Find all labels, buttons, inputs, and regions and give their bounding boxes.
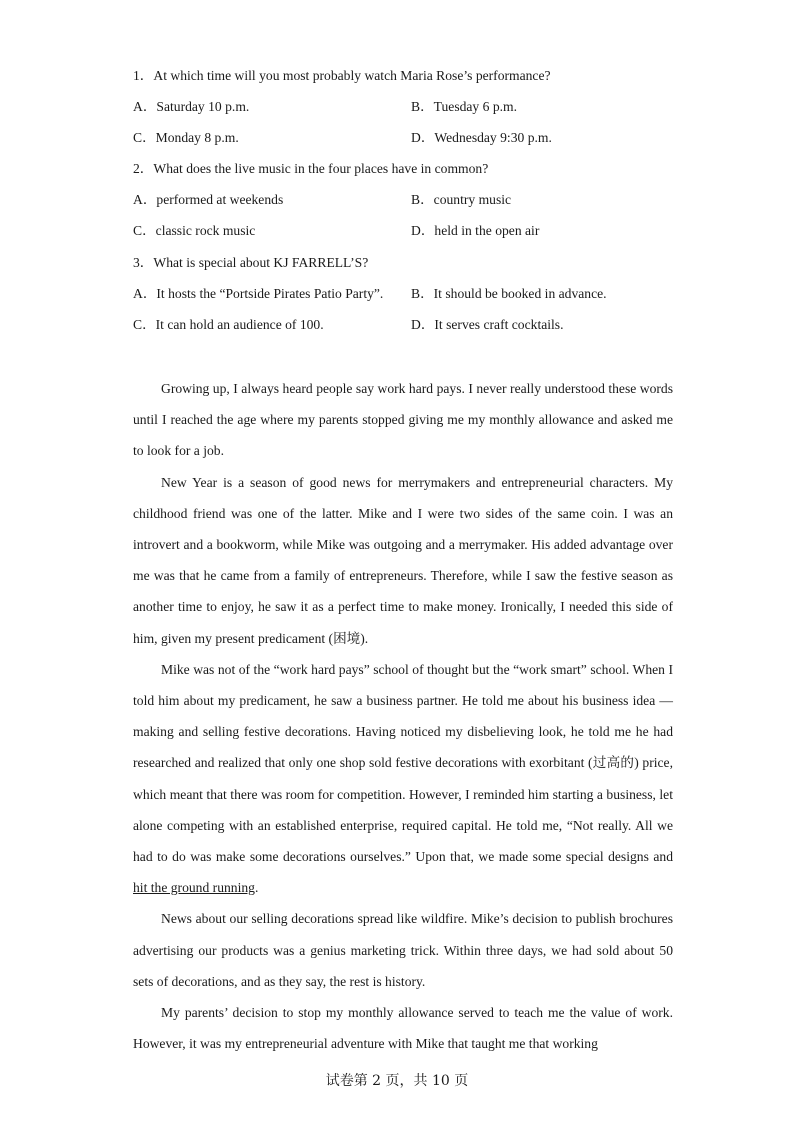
- question-1-option-b[interactable]: B．Tuesday 6 p.m.: [411, 99, 517, 114]
- question-1-stem: 1．At which time will you most probably watch Maria Rose’s performance?: [133, 68, 551, 83]
- question-2-option-c[interactable]: C．classic rock music: [133, 223, 256, 238]
- passage-paragraph-1: Growing up, I always heard people say work hard pays. I never really understood these words until I reached the age where my parents stopped giving me my monthly allowance and asked me to look for a job.: [133, 381, 673, 459]
- question-3-option-b[interactable]: B．It should be booked in advance.: [411, 286, 607, 301]
- question-1-option-d[interactable]: D．Wednesday 9:30 p.m.: [411, 130, 552, 145]
- passage-paragraph-3-text: Mike was not of the “work hard pays” school of thought but the “work smart” school. When I told him about my predicament, he saw a business partner. He told me about his business idea — making and selling festive decorations. Having noticed my disbelieving look, he told me he had researched and realized that only one shop sold festive decorations with exorbitant (过高的) price, which meant that there was room for competition. However, I reminded him starting a business, let alone competing with an established enterprise, required capital. He told me, “Not really. All we had to do was make some decorations ourselves.” Upon that, we made some special designs and: [133, 661, 673, 865]
- question-2-option-a[interactable]: A．performed at weekends: [133, 192, 284, 207]
- question-3-option-a[interactable]: A．It hosts the “Portside Pirates Patio Party”.: [133, 286, 384, 301]
- question-1-option-a[interactable]: A．Saturday 10 p.m.: [133, 99, 250, 114]
- passage-paragraph-3-end: .: [254, 880, 259, 896]
- question-2-option-d[interactable]: D．held in the open air: [411, 223, 540, 238]
- passage-paragraph-5: My parents’ decision to stop my monthly allowance served to teach me the value of work. However, it was my entrepreneurial adventure with Mike that taught me that working: [133, 1005, 673, 1052]
- passage-paragraph-3: [133, 654, 673, 904]
- reading-passage: [133, 373, 673, 1059]
- passage-paragraph-2: New Year is a season of good news for merrymakers and entrepreneurial characters. My childhood friend was one of the latter. Mike and I were two sides of the same coin. I was an introvert and a bookworm, while Mike was outgoing and a merrymaker. His added advantage over me was that he came from a family of entrepreneurs. Therefore, while I saw the festive season as another time to enjoy, he saw it as a perfect time to make money. Ironically, I needed this side of him, given my present predicament (困境).: [133, 474, 673, 646]
- question-1-option-c[interactable]: C．Monday 8 p.m.: [133, 130, 239, 145]
- question-3-option-d[interactable]: D．It serves craft cocktails.: [411, 317, 564, 332]
- passage-paragraph-4: News about our selling decorations spread like wildfire. Mike’s decision to publish brochures advertising our products was a genius marketing trick. Within three days, we had sold about 50 sets of decorations, and as they say, the rest is history.: [133, 911, 673, 989]
- underlined-phrase: hit the ground running: [133, 880, 255, 896]
- question-3-stem: 3．What is special about KJ FARRELL’S?: [133, 255, 369, 270]
- question-3-option-c[interactable]: C．It can hold an audience of 100.: [133, 317, 324, 332]
- question-2-option-b[interactable]: B．country music: [411, 192, 512, 207]
- page-footer: 试卷第 2 页，共 10 页: [325, 1073, 469, 1089]
- question-2-stem: 2．What does the live music in the four places have in common?: [133, 161, 489, 176]
